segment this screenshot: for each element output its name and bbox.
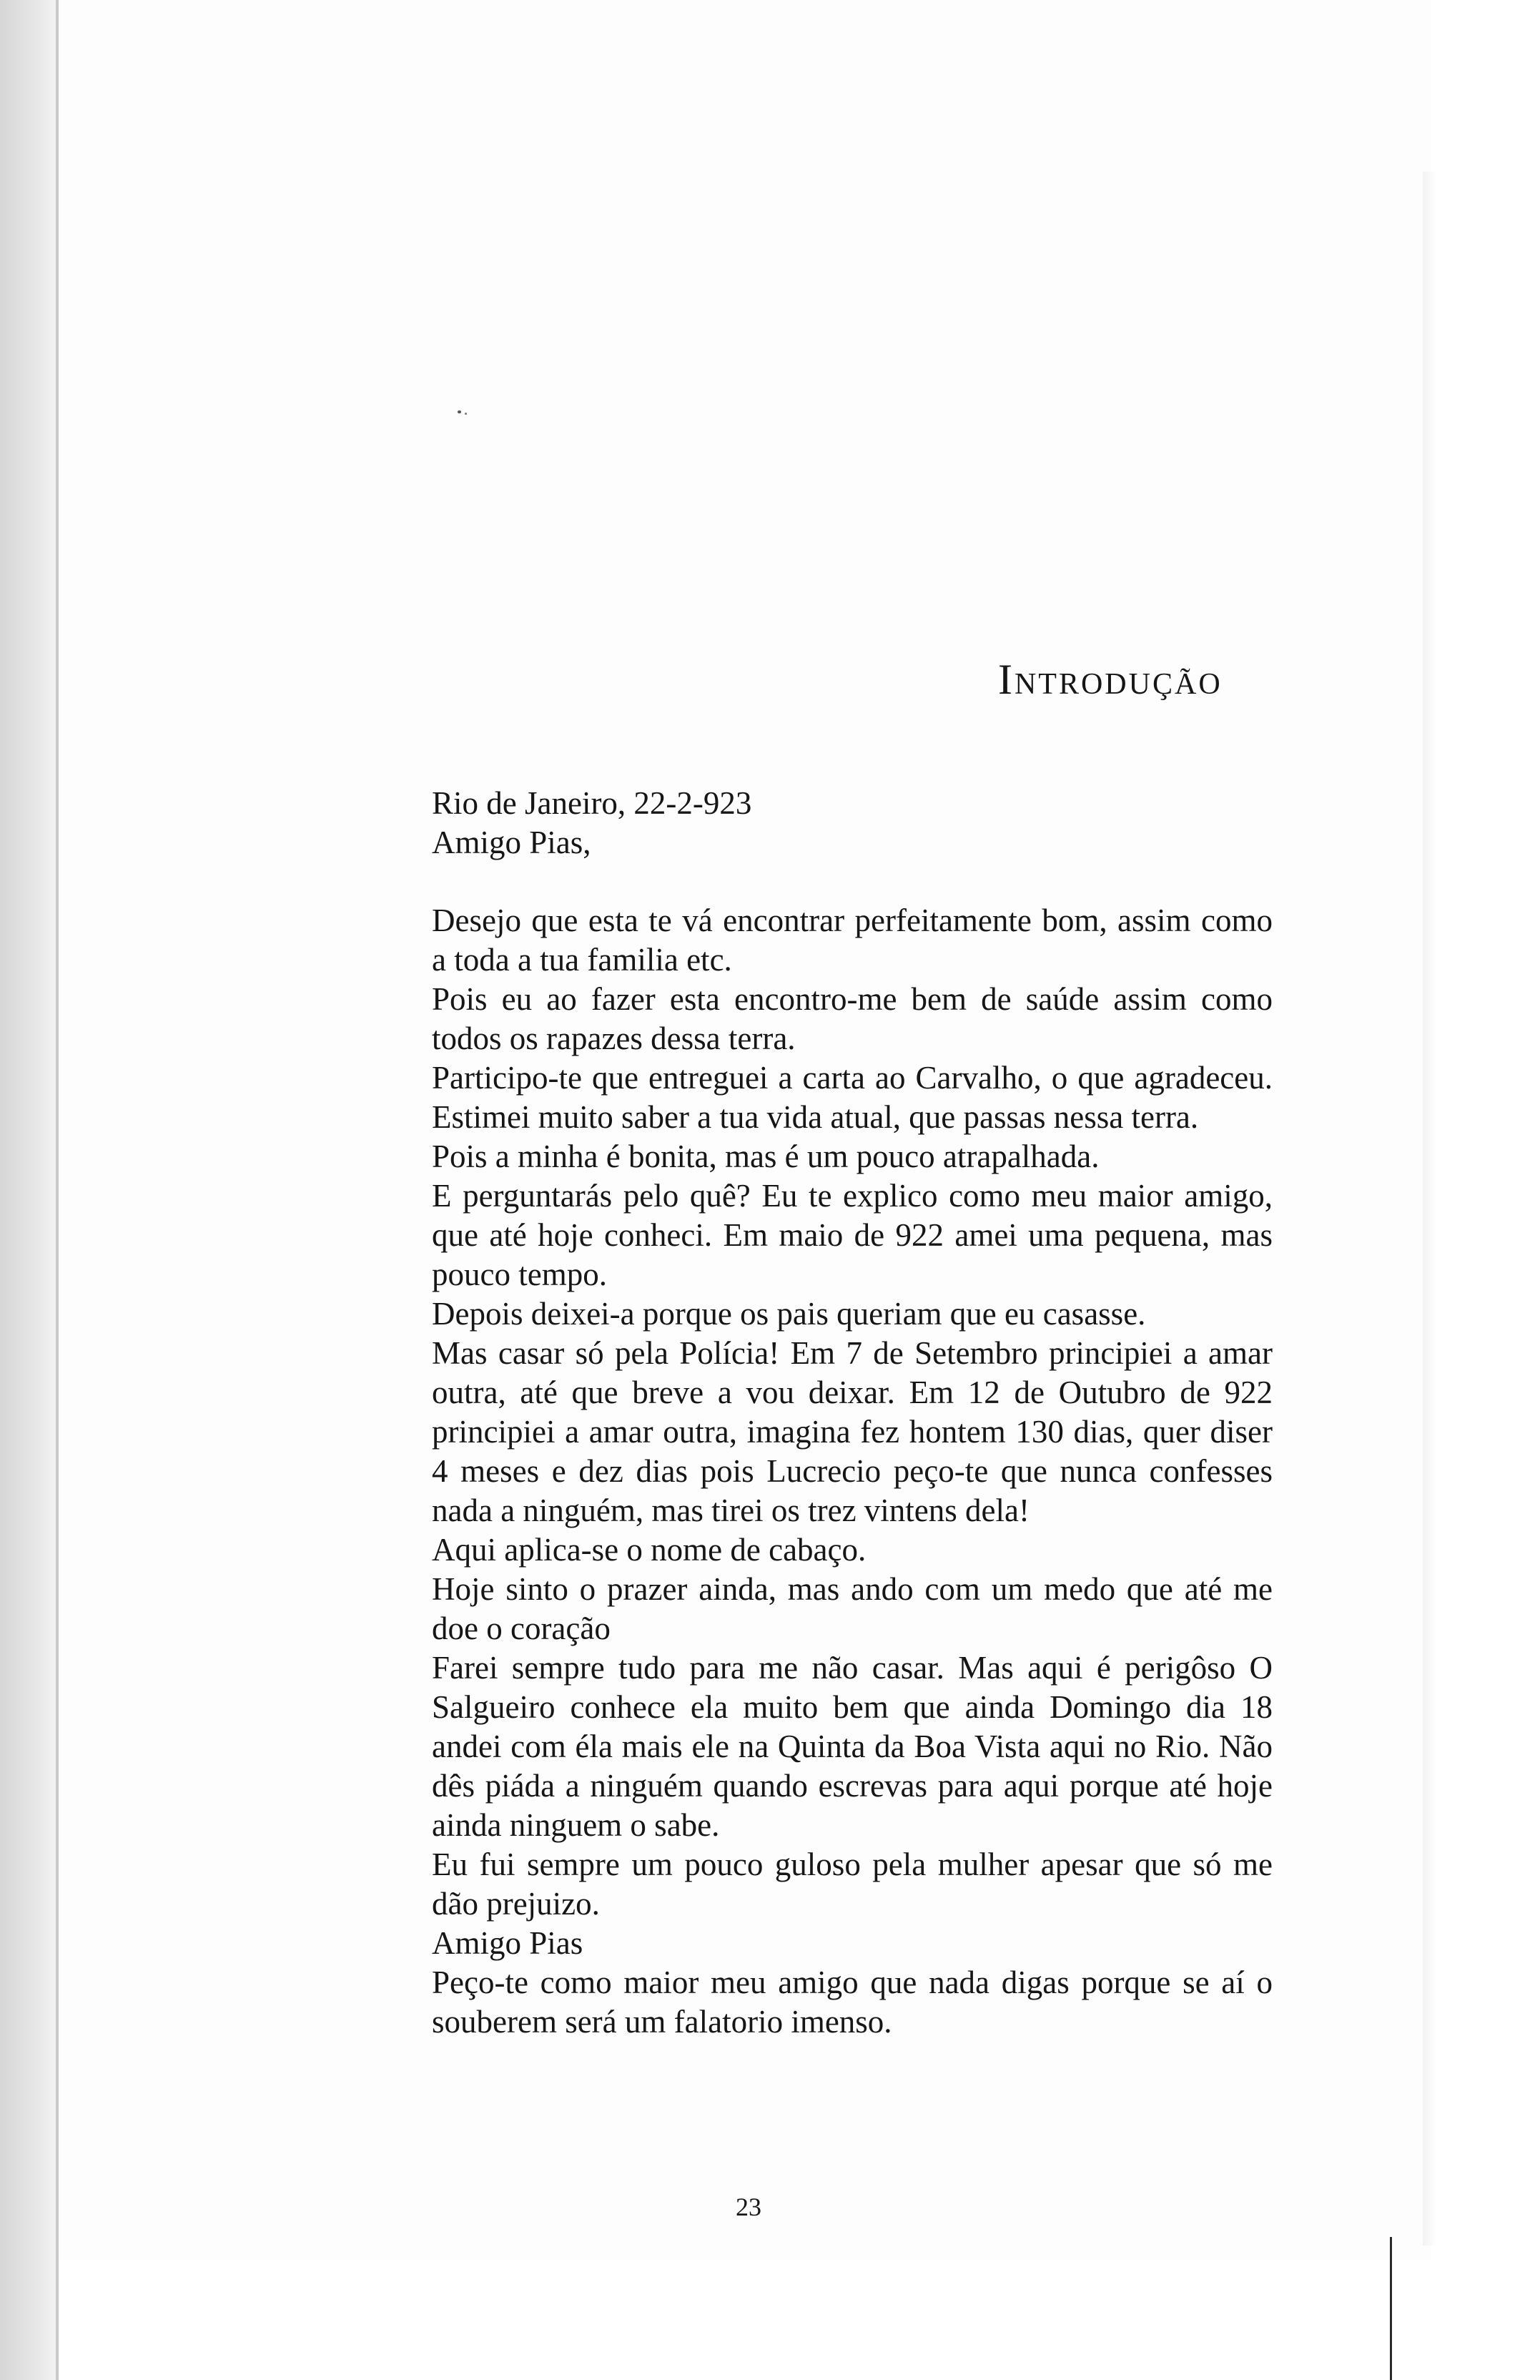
letter-paragraph: Amigo Pias: [432, 1925, 583, 1961]
book-left-edge-shadow: [0, 0, 56, 2380]
letter-paragraph: Peço-te como maior meu amigo que nada digas porque se aí o souberem será um falatorio imenso.: [432, 1965, 1273, 2040]
print-speck: [465, 413, 467, 415]
letter-paragraph: Eu fui sempre um pouco guloso pela mulher apesar que só me dão prejuizo.: [432, 1847, 1273, 1922]
letter-salutation: Amigo Pias,: [432, 825, 591, 860]
letter-body: [432, 901, 1273, 2042]
page-edge-mark: [1390, 2237, 1392, 2380]
letter-paragraph: Depois deixei-a porque os pais queriam que eu casasse.: [432, 1296, 1146, 1332]
letter-paragraph: Desejo que esta te vá encontrar perfeitamente bom, assim como a toda a tua familia etc.: [432, 903, 1273, 978]
page-number: 23: [736, 2193, 761, 2221]
print-speck: [458, 410, 461, 413]
letter-paragraph: Mas casar só pela Polícia! Em 7 de Setembro principiei a amar outra, até que breve a vou deixar. Em 12 de Outubro de 922 principiei a amar outra, imagina fez hontem 130 dias, quer diser 4 meses e dez dias pois Lucrecio peço-te que nunca confesses nada a ninguém, mas tirei os trez vintens dela!: [432, 1335, 1273, 1528]
page-right-shadow: [1423, 172, 1437, 2246]
letter-paragraph: Hoje sinto o prazer ainda, mas ando com um medo que até me doe o coração: [432, 1571, 1273, 1646]
letter-paragraph: Farei sempre tudo para me não casar. Mas aqui é perigôso O Salgueiro conhece ela muito bem que ainda Domingo dia 18 andei com éla mais ele na Quinta da Boa Vista aqui no Rio. Não dês piáda a ninguém quando escrevas para aqui porque até hoje ainda ninguem o sabe.: [432, 1650, 1273, 1843]
letter-header: [432, 784, 1273, 862]
letter-paragraph: Participo-te que entreguei a carta ao Carvalho, o que agradeceu. Estimei muito saber a tua vida atual, que passas nessa terra.: [432, 1060, 1273, 1135]
chapter-heading: Introdução: [998, 656, 1223, 703]
letter-place-date: Rio de Janeiro, 22-2-923: [432, 785, 752, 821]
letter-paragraph: Aqui aplica-se o nome de cabaço.: [432, 1532, 867, 1568]
letter-paragraph: Pois a minha é bonita, mas é um pouco atrapalhada.: [432, 1139, 1100, 1174]
letter-paragraph: Pois eu ao fazer esta encontro-me bem de saúde assim como todos os rapazes dessa terra.: [432, 981, 1273, 1056]
letter-paragraph: E perguntarás pelo quê? Eu te explico como meu maior amigo, que até hoje conheci. Em maio de 922 amei uma pequena, mas pouco tempo.: [432, 1178, 1273, 1292]
